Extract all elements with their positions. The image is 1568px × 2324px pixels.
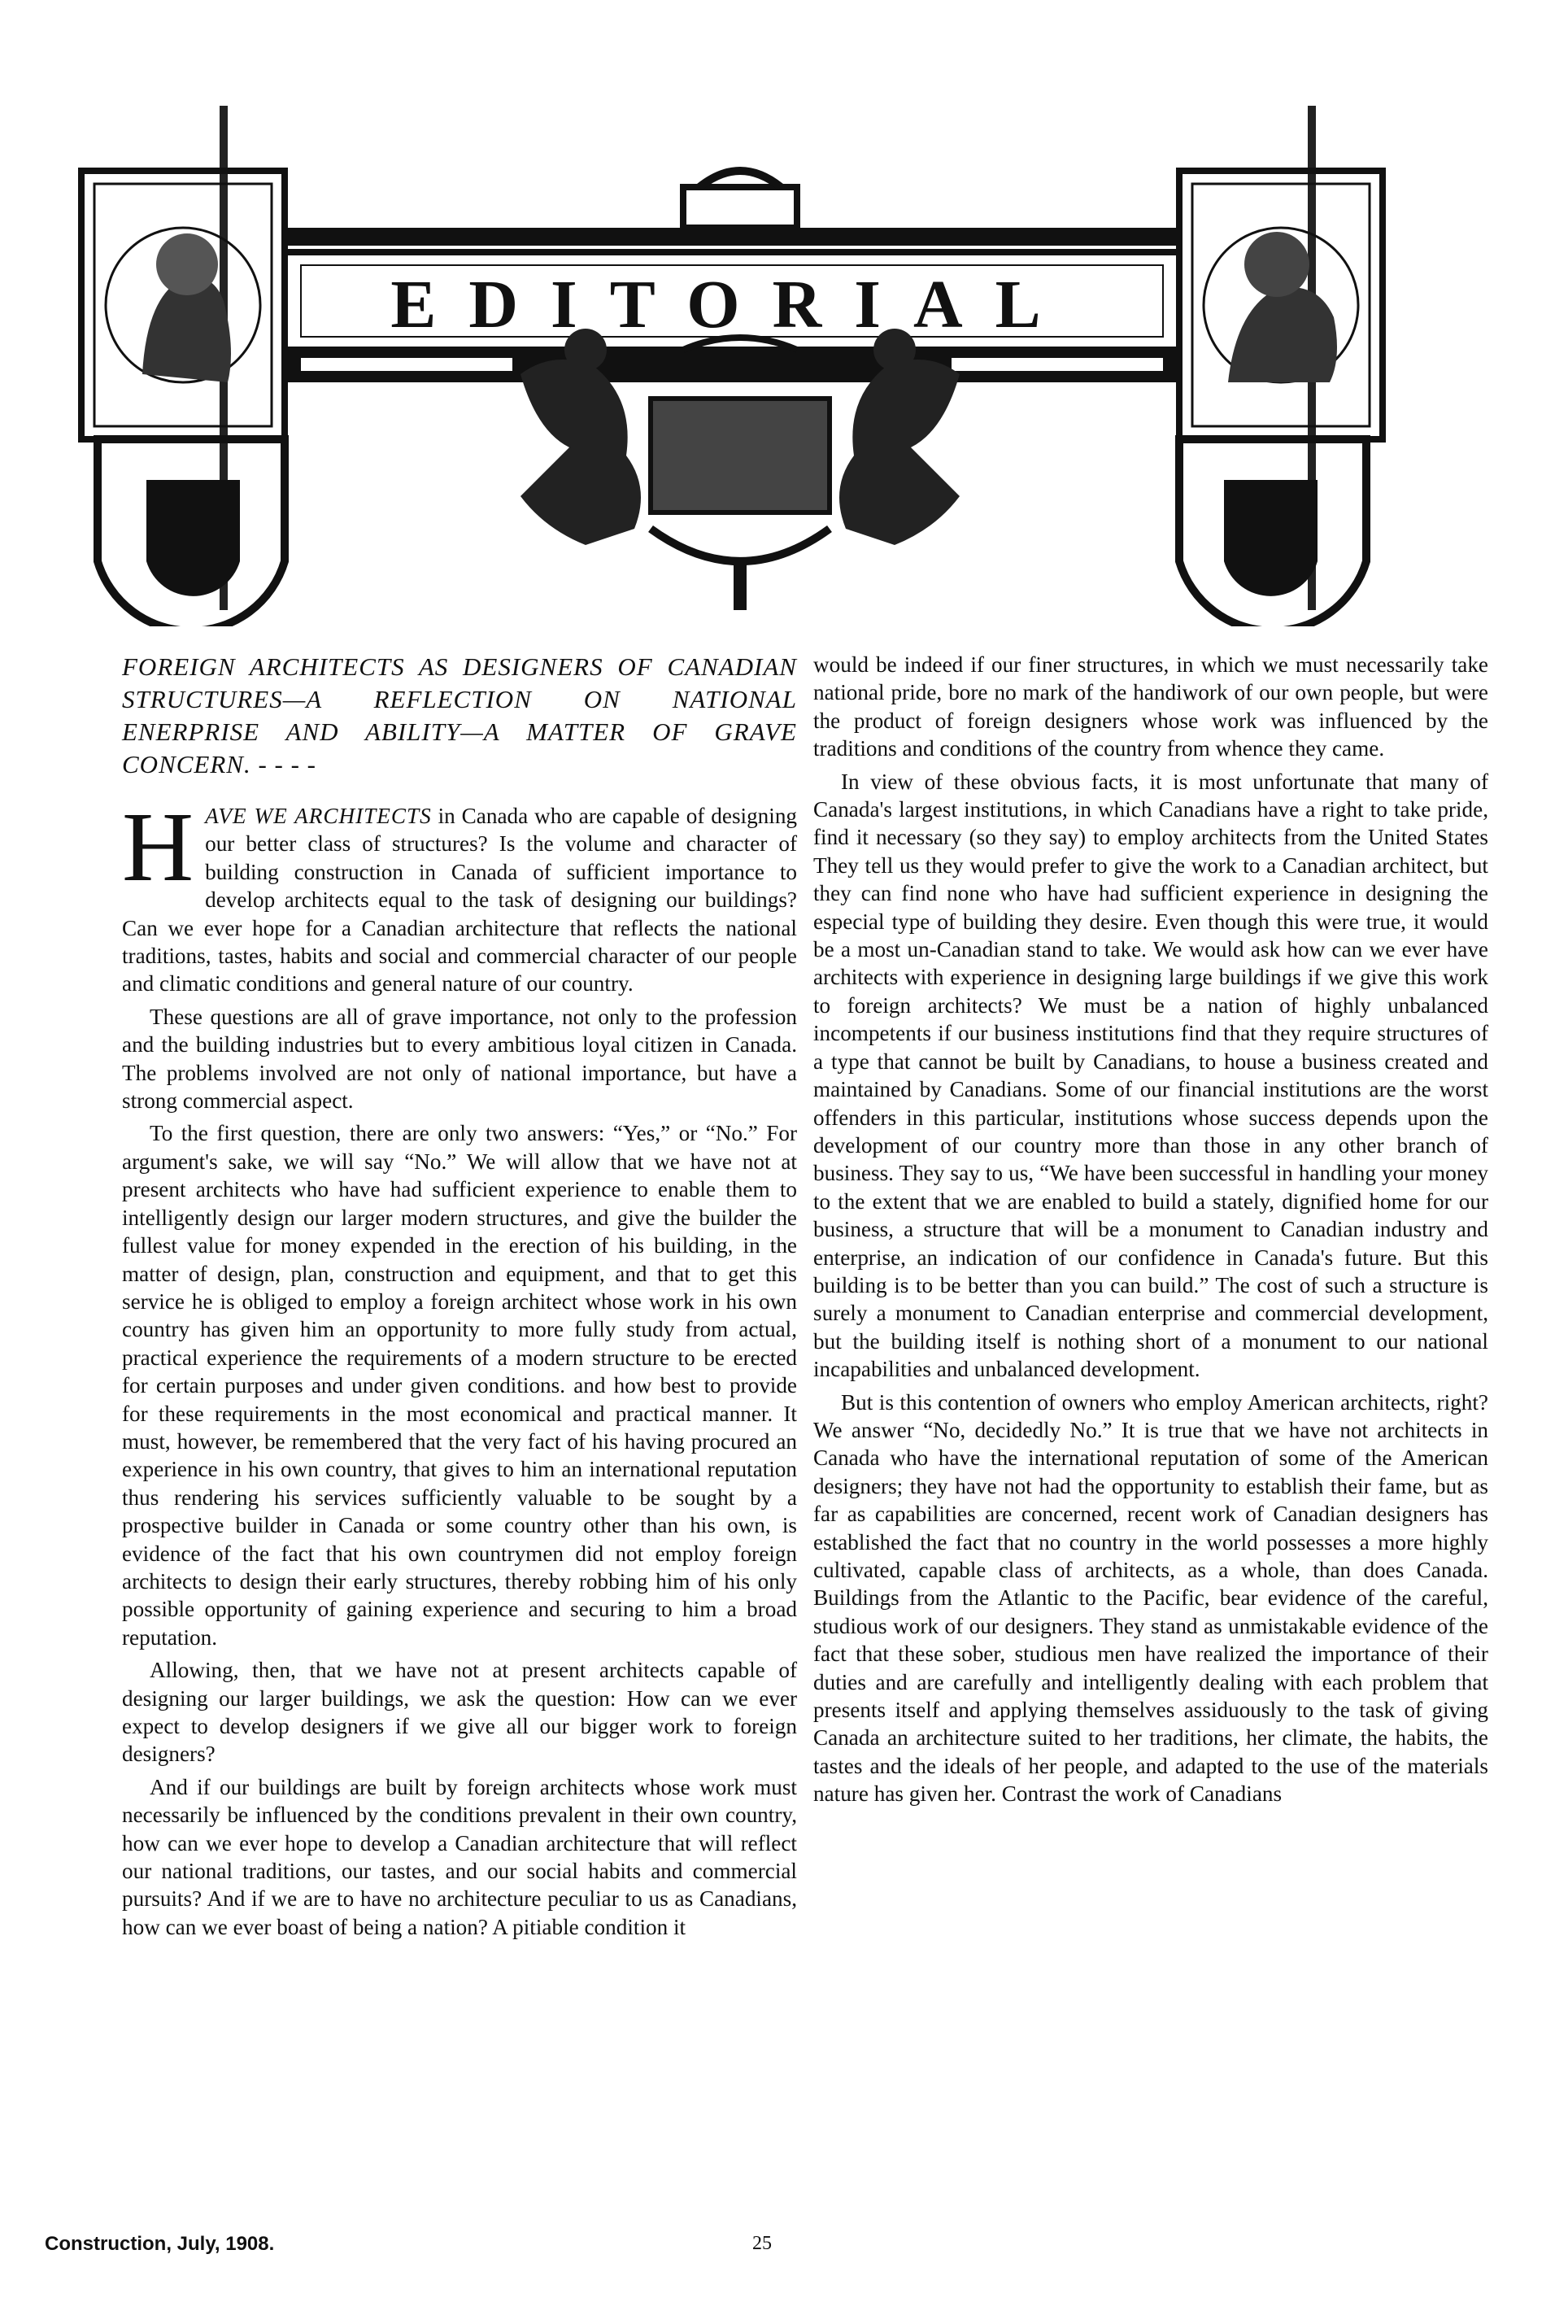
paragraph: To the first question, there are only two answers: “Yes,” or “No.” For argument's sake, we will say “No.” We will allow that we have not at present architects who have had sufficient experience to enable them to intelligently design our larger modern structures, and give the builder the fullest value for money expended in the erection of his building, in the matter of design, plan, construction and equipment, and that to get this service he is obliged to employ a foreign architect whose work in his own country has given him an opportunity to more fully study from actual, practical experience the requirements of a modern structure to be erected for certain purposes and under given conditions. and how best to provide for these requirements in the most economical and practical manner. It must, however, be remembered that the very fact of his having procured an experience in his own country, that gives to him an international reputation thus rendering his services sufficiently valuable to be sought by a prospective builder in Canada or some country other than his own, is evidence of the fact that his own countrymen did not employ foreign architects to design their early structures, thereby robbing him of his only possible opportunity of gaining experience and securing to him a broad reputation.	[122, 1121, 797, 1650]
lead-paragraph	[122, 792, 798, 998]
page-number: 25	[752, 2233, 772, 2254]
drop-cap: H	[122, 792, 194, 902]
paragraph: And if our buildings are built by foreign architects whose work must necessarily be influenced by the conditions prevalent in their own country, how can we ever hope to develop a Canadian architecture that will reflect our national traditions, our tastes, and our social habits and commercial pursuits? And if we are to have no architecture peculiar to us as Canadians, how can we ever boast of being a nation? A pitiable condition it	[122, 1774, 797, 1939]
banner-title: EDITORIAL	[390, 267, 1074, 342]
lead-words: AVE WE ARCHITECTS	[205, 804, 432, 828]
lead-text: in Canada who are capable of designing our better class of structures? Is the volume and character of building construction in Canada of sufficient importance to develop architects equal to the task of designing our buildings? Can we ever hope for a Canadian architecture that reflects the national traditions, tastes, habits and social and commercial character of our people and climatic conditions and general nature of our country.	[122, 804, 798, 996]
left-medallion	[81, 171, 285, 626]
editorial-banner	[65, 106, 1399, 626]
paragraph: These questions are all of grave importance, not only to the profession and the building industries but to every ambitious loyal citizen in Canada. The problems involved are not only of national importance, but have a strong commercial aspect.	[122, 1004, 797, 1114]
right-medallion	[1179, 171, 1383, 626]
left-column	[122, 651, 797, 1946]
paragraph: In view of these obvious facts, it is most unfortunate that many of Canada's largest institutions, in which Canadians have a right to take pride, find it necessary (so they say) to employ architects from the United States They tell us they would prefer to give the work to a Canadian architect, but they can find none who have had sufficient experience in designing the especial type of building they desire. Even though this were true, it would be a most un-Canadian stand to take. We would ask how can we ever have architects with experience in designing large buildings if we give this work to foreign architects? We must be a nation of highly unbalanced incompetents if our business institutions find that they require structures of a type that cannot be built by Canadians, to house a business created and maintained by Canadians. Some of our financial institutions are the worst offenders in this particular, institutions whose success depends upon the development of our country more than those in any other branch of business. They say to us, “We have been successful in handling your money to the extent that we are enabled to build a stately, dignified home for our business, a structure that will be a monument to Canadian industry and enterprise, an indication of our confidence in Canada's future. But this building is to be better than you can build.” The cost of such a structure is surely a monument to Canadian enterprise and commercial development, but the building itself is nothing short of a monument to our national incapabilities and unbalanced development.	[813, 769, 1488, 1382]
paragraph: But is this contention of owners who employ American architects, right? We answer “No, decidedly No.” It is true that we have not architects in Canada who have the international reputation of some of the American designers; they have not had the opportunity to establish their fame, but as far as capabilities are concerned, recent work of Canadian designers has established the fact that no country in the world possesses a more highly cultivated, capable class of architects, as a whole, than does Canada. Buildings from the Atlantic to the Pacific, bear evidence of the careful, studious work of our designers. They stand as unmistakable evidence of the fact that these sober, studious men have realized the importance of their duties and are carefully and intelligently dealing with each problem that presents itself and applying themselves assiduously to the task of giving Canada an architecture suited to her traditions, her climate, the habits, the tastes and the ideals of her people, and adapted to the use of the materials nature has given her. Contrast the work of Canadians	[813, 1389, 1488, 1807]
paragraph-continuation: would be indeed if our finer structures, in which we must necessarily take national pride, bore no mark of the handiwork of our own people, but were the product of foreign designers whose work was influenced by the traditions and conditions of the country from whence they came.	[813, 652, 1488, 761]
publication-footer: Construction, July, 1908.	[45, 2233, 275, 2255]
paragraph: Allowing, then, that we have not at present architects capable of designing our larger buildings, we ask the question: How can we ever expect to develop designers if we give all our bigger work to foreign designers?	[122, 1658, 797, 1767]
article-subheading: FOREIGN ARCHITECTS AS DESIGNERS OF CANADIAN STRUCTURES—A REFLECTION ON NATIONAL ENERPRISE AND ABILITY—A MATTER OF GRAVE CONCERN. - - - -	[122, 652, 797, 778]
right-column	[813, 651, 1488, 1813]
